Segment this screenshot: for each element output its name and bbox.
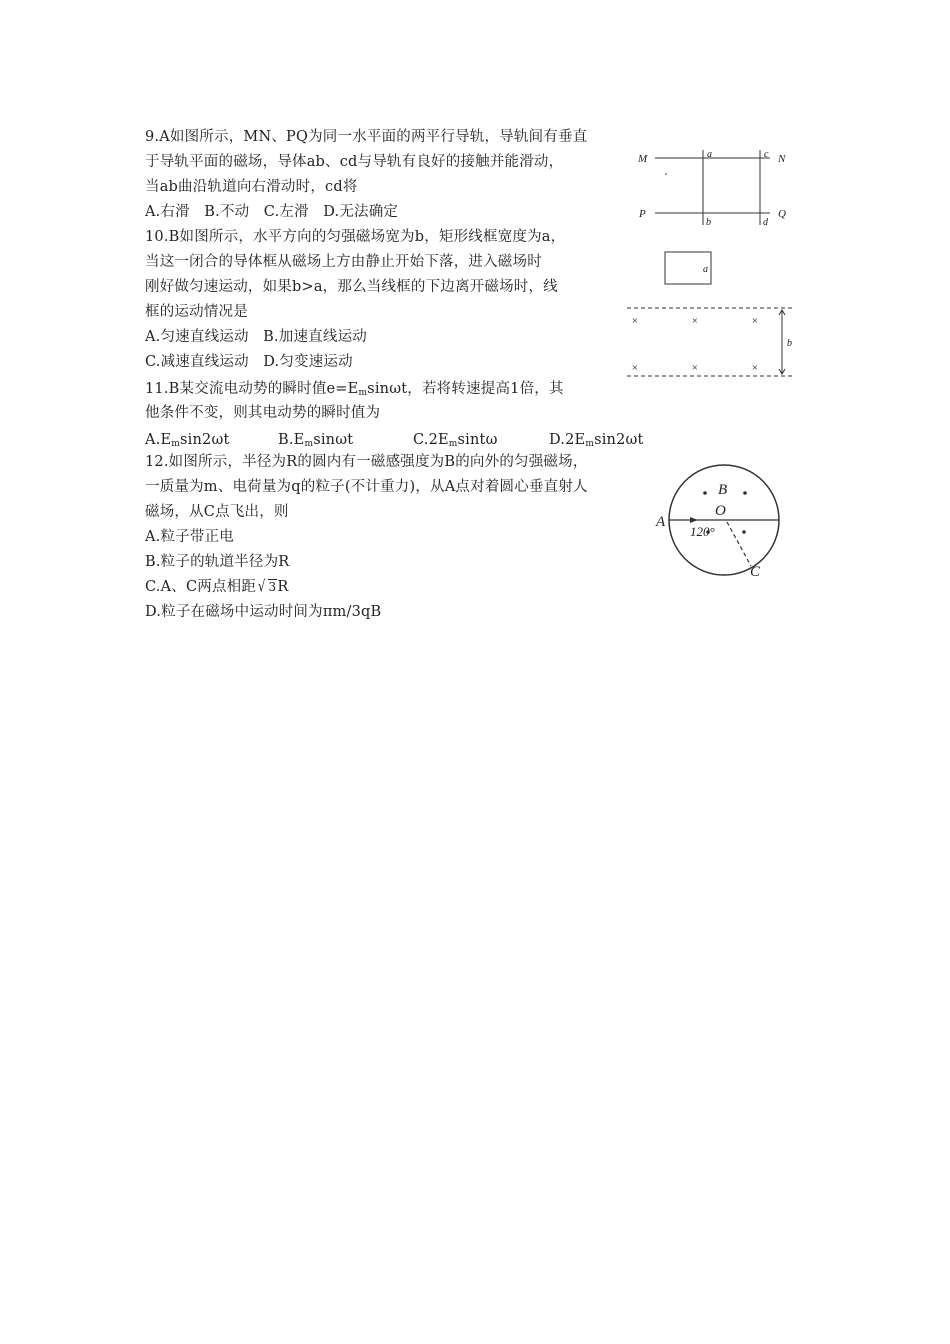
q10-cross: × (691, 362, 699, 374)
q9-label-M: M (638, 153, 648, 165)
q11-option-d: $D.2E_m\sin 2\omega t$ (549, 432, 644, 449)
q12-label-C: C (750, 564, 761, 580)
q10-line-3: 刚好做匀速运动，如果b>a，那么当线框的下边离开磁场时，线 (145, 279, 558, 295)
q9-options: A.右滑 B.不动 C.左滑 D.无法确定 (145, 204, 399, 220)
q9-label-b: b (706, 217, 711, 228)
q11-line-1: 11.B某交流电动势的瞬时值$e=E_m\sin\omega t$，若将转速提高1倍，其 (145, 381, 564, 398)
q10-line-1: 10.B如图所示，水平方向的匀强磁场宽为b，矩形线框宽度为a， (145, 229, 566, 245)
q10-cross: × (631, 362, 639, 374)
q9-line-3: 当ab曲沿轨道向右滑动时，cd将 (145, 179, 358, 195)
q10-options-1: A.匀速直线运动 B.加速直线运动 (145, 329, 367, 345)
q9-label-Q: Q (778, 208, 786, 220)
q9-line-1: 9.A如图所示，MN、PQ为同一水平面的两平行导轨，导轨间有垂直 (145, 129, 588, 145)
q10-options-2: C.减速直线运动 D.匀变速运动 (145, 354, 353, 370)
q12-option-b: B.粒子的轨道半径为R (145, 554, 290, 570)
q12-figure (650, 462, 790, 582)
q10-cross: × (751, 315, 759, 327)
q10-cross: × (751, 362, 759, 374)
q11-option-b: $B.E_m\sin\omega t$ (278, 432, 354, 449)
q10-cross: × (691, 315, 699, 327)
q9-label-a: a (707, 149, 712, 160)
q9-label-P: P (639, 208, 646, 220)
q12-option-d: D.粒子在磁场中运动时间为πm/3qB (145, 604, 382, 620)
q10-line-2: 当这一闭合的导体框从磁场上方由静止开始下落，进入磁场时 (145, 254, 542, 270)
q12-option-a: A.粒子带正电 (145, 529, 234, 545)
q12-label-A: A (656, 514, 666, 530)
q9-figure (630, 140, 800, 235)
q11-option-c: $C.2E_m\sin t\omega$ (413, 432, 498, 449)
q10-label-a: a (703, 264, 708, 275)
q9-label-d: d (763, 217, 768, 228)
q12-angle-label: 120° (690, 524, 715, 539)
q10-figure (622, 250, 802, 382)
q12-line-1: 12.如图所示，半径为R的圆内有一磁感强度为B的向外的匀强磁场， (145, 454, 588, 470)
q9-line-2: 于导轨平面的磁场，导体ab、cd与导轨有良好的接触并能滑动， (145, 154, 564, 170)
q12-option-c: C.A、C两点相距 √ 3R (145, 577, 288, 597)
sqrt-icon: √ (258, 578, 266, 596)
q10-cross: × (631, 315, 639, 327)
q9-label-c: c (764, 149, 769, 160)
q12-label-O: O (715, 503, 726, 519)
q12-line-3: 磁场，从C点飞出，则 (145, 504, 289, 520)
q9-label-N: N (778, 153, 786, 165)
q10-label-b: b (787, 338, 792, 349)
q11-line-2: 他条件不变，则其电动势的瞬时值为 (145, 405, 381, 421)
q12-label-B: B (718, 482, 728, 498)
q10-line-4: 框的运动情况是 (145, 304, 248, 320)
q12-line-2: 一质量为m、电荷量为q的粒子(不计重力)，从A点对着圆心垂直射人 (145, 479, 588, 495)
q11-option-a: $A.E_m\sin 2\omega t$ (145, 432, 230, 449)
